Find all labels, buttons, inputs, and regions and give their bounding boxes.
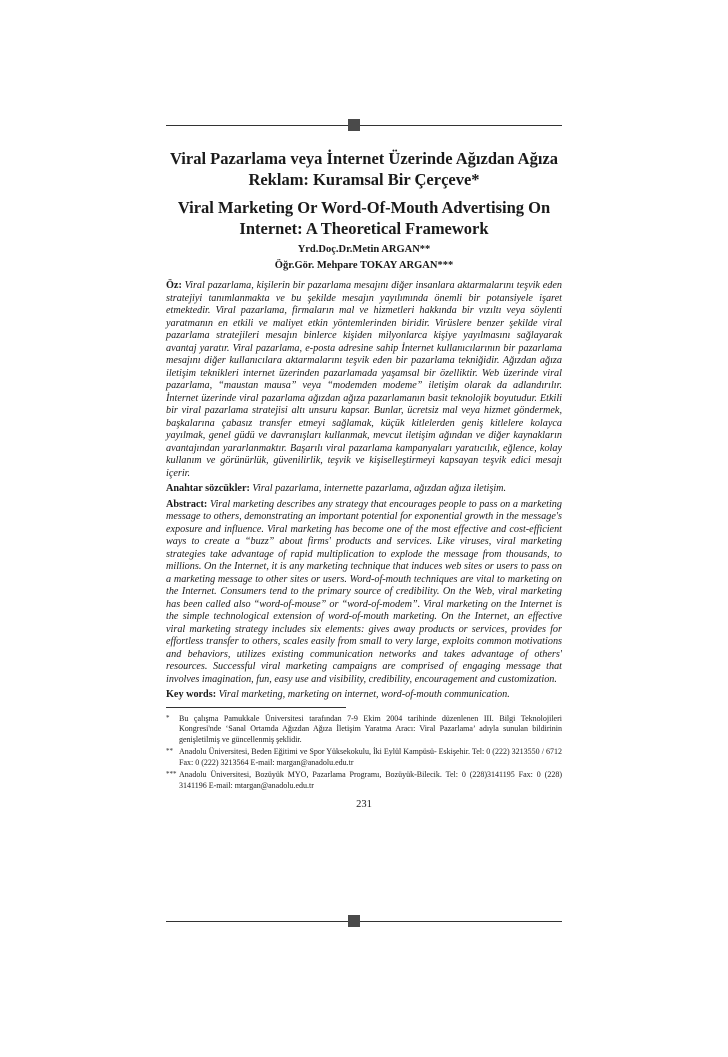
anahtar-label: Anahtar sözcükler:	[166, 483, 250, 494]
anahtar-text: Viral pazarlama, internette pazarlama, ağızdan ağıza iletişim.	[252, 483, 507, 494]
oz-label: Öz:	[166, 280, 182, 291]
footnote-rule	[166, 707, 346, 708]
abstract-paragraph	[166, 499, 562, 687]
footnote-2-mark: **	[166, 747, 173, 755]
article-page	[166, 148, 562, 810]
footnote-3	[166, 770, 562, 791]
keywords-label: Key words:	[166, 689, 217, 700]
oz-paragraph	[166, 280, 562, 480]
footnote-2	[166, 747, 562, 768]
footnote-1-text: Bu çalışma Pamukkale Üniversitesi tarafından 7-9 Ekim 2004 tarihinde düzenlenen III. Bilgi Teknolojileri Kongresi'nde ‘Sanal Ortamda Ağızdan Ağıza İletişim Yaratma Aracı: Viral Pazarlama’ adıyla sunulan bildirinin genişletilmiş ve güncellenmiş şeklidir.	[179, 713, 562, 744]
top-rule	[166, 125, 562, 126]
bottom-square-marker	[348, 915, 360, 927]
abstract-label: Abstract:	[166, 498, 208, 510]
author-block	[166, 242, 562, 274]
oz-text: Viral pazarlama, kişilerin bir pazarlama mesajını diğer insanlara aktarmalarını teşvik eden stratejiyi tanımlanmakta ve bu şekilde mesajın yayılımında önemli bir potansiyele işaret etmektedir. Viral pazarlama, firmaların mal ve hizmetleri hakkında bir vızıltı veya söylenti yaratmanın en etkili ve maliyet etkin yöntemlerinden biridir. Virüslere benzer şekilde viral pazarlama stratejileri mesajın binlerce kişiden milyonlarca kişiye yayılmasını sağlayarak avantaj yaratır. Viral pazarlama, e-posta adresine sahip İnternet kullanıcılarının bir pazarlama mesajını diğer kullanıcılara aktarmalarını teşvik eden bir pazarlama tekniğidir. Ağızdan ağıza iletişim teknikleri internet üzerinden pazarlamada yaşamsal bir özelliktir. Web üzerinde viral pazarlama, “maustan mausa” veya “modemden modeme” iletişim olarak da adlandırılır. İnternet üzerinde viral pazarlama ağızdan ağıza pazarlamanın basit teknolojik boyutudur. Etkili bir viral pazarlama stratejisi altı unsuru kapsar. Bunlar, ücretsiz mal veya hizmet göndermek, başkalarına çabasız transfer etmeyi sağlamak, küçük kitlelerden geniş kitlelere kolayca yayılmak, genel güdü ve davranışları kullanmak, mevcut iletişim ağından ve diğer kaynakların avantajından yararlanmaktır. Başarılı viral pazarlama kampanyaları yaratıcılık, eğlence, kolay kullanım ve görünürlük, güvenilirlik, teşvik ve kişiselleştirmeyi kapsayan teşvik edici mesajı içerir.	[166, 280, 562, 479]
title-turkish: Viral Pazarlama veya İnternet Üzerinde Ağızdan Ağıza Reklam: Kuramsal Bir Çerçeve*	[170, 149, 558, 189]
title-english: Viral Marketing Or Word-Of-Mouth Advertising On Internet: A Theoretical Framework	[177, 198, 551, 238]
anahtar-paragraph	[166, 483, 562, 496]
footnote-3-mark: ***	[166, 770, 177, 778]
keywords-paragraph	[166, 689, 562, 702]
author-2: Öğr.Gör. Mehpare TOKAY ARGAN***	[274, 260, 454, 271]
author-1: Yrd.Doç.Dr.Metin ARGAN**	[297, 244, 431, 255]
keywords-text: Viral marketing, marketing on internet, word-of-mouth communication.	[218, 689, 510, 700]
footnote-1	[166, 714, 562, 746]
abstract-text: Viral marketing describes any strategy that encourages people to pass on a marketing message to others, demonstrating an important potential for exponential growth in the message's exposure and influence. Viral marketing has become one of the most effective and cost-efficient ways to create a “buzz” about firms' products and services. Like viruses, viral marketing strategies take advantage of rapid multiplication to explode the message from thousands, to millions. On the Internet, it is any marketing technique that induces web sites or users to pass on a marketing message to other sites or users. Word-of-mouth techniques are vital to marketing on the Internet. Consumers tend to the primary source of credibility. On the Web, viral marketing has been called also “word-of-mouse” or “word-of-modem”. Viral marketing on the Internet is the simple technological extension of word-of-mouth marketing. On the Internet, an effective viral marketing strategy includes six elements: gives away products or services, provides for effortless transfer to others, scales easily from small to very large, exploits common motivations and behaviors, utilizes existing communication networks and takes advantage of others' resources. Successful viral marketing campaigns are comprised of engaging message that involves imagination, fun, easy use and visibility, credibility, encouragement and customization.	[166, 498, 562, 685]
page-number: 231	[356, 799, 372, 810]
footnote-3-text: Anadolu Üniversitesi, Bozüyük MYO, Pazarlama Programı, Bozüyük-Bilecik. Tel: 0 (228)3141195 Fax: 0 (228) 3141196 E-mail: mtargan@anadolu.edu.tr	[179, 770, 562, 790]
footnote-1-mark: *	[166, 713, 170, 722]
top-square-marker	[348, 119, 360, 131]
bottom-rule	[166, 921, 562, 922]
footnote-2-text: Anadolu Üniversitesi, Beden Eğitimi ve Spor Yüksekokulu, İki Eylül Kampüsü- Eskişehir. Tel: 0 (222) 3213550 / 6712 Fax: 0 (222) 3213564 E-mail: margan@anadolu.edu.tr	[179, 747, 562, 767]
